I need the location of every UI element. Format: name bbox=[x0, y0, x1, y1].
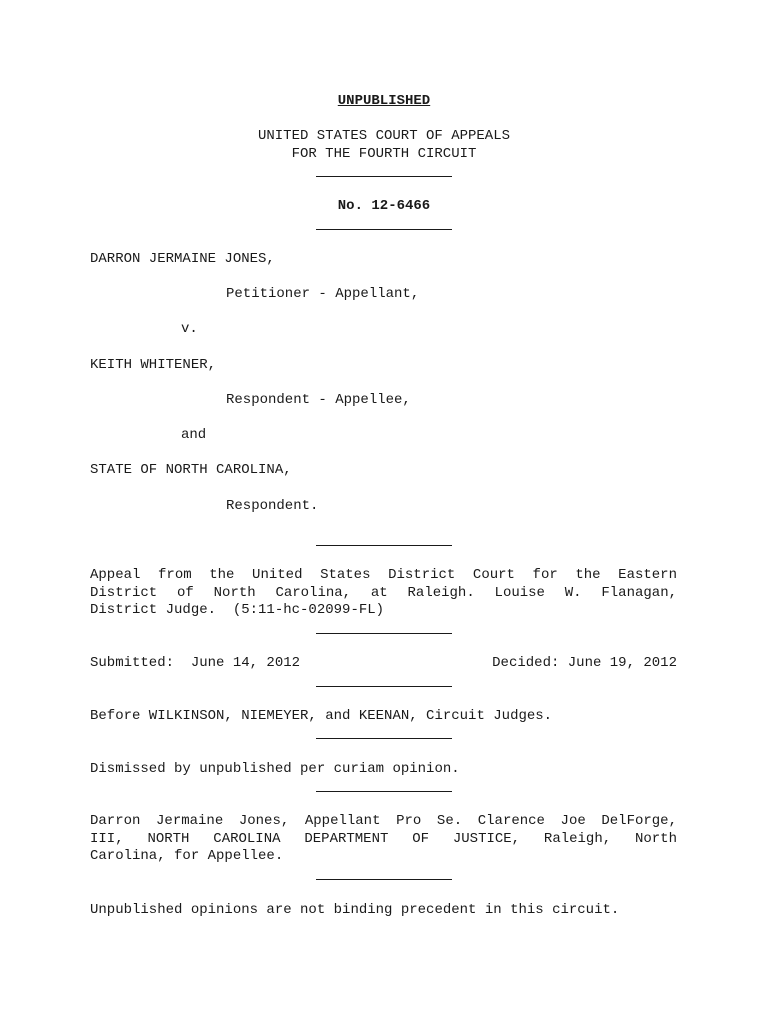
divider bbox=[316, 176, 452, 177]
case-number: No. 12-6466 bbox=[337, 198, 431, 214]
counsel-statement bbox=[90, 813, 677, 866]
divider bbox=[316, 791, 452, 792]
divider bbox=[316, 545, 452, 546]
counsel-line: III, NORTH CAROLINA DEPARTMENT OF JUSTICE, Raleigh, North bbox=[90, 830, 677, 847]
respondent-role: Respondent - Appellee, bbox=[226, 392, 411, 408]
court-name-line2: FOR THE FOURTH CIRCUIT bbox=[291, 146, 477, 162]
publication-status: UNPUBLISHED bbox=[337, 93, 431, 109]
conjunction-and: and bbox=[181, 427, 207, 443]
respondent2-name: STATE OF NORTH CAROLINA, bbox=[90, 462, 292, 478]
divider bbox=[316, 738, 452, 739]
respondent2-role: Respondent. bbox=[226, 498, 319, 514]
divider bbox=[316, 229, 452, 230]
appeal-line: District of North Carolina, at Raleigh. Louise W. Flanagan, bbox=[90, 584, 677, 601]
disposition: Dismissed by unpublished per curiam opinion. bbox=[90, 761, 460, 777]
counsel-line: Darron Jermaine Jones, Appellant Pro Se. Clarence Joe DelForge, bbox=[90, 813, 677, 829]
respondent-name: KEITH WHITENER, bbox=[90, 357, 217, 373]
petitioner-role: Petitioner - Appellant, bbox=[226, 286, 420, 302]
petitioner-name: DARRON JERMAINE JONES, bbox=[90, 251, 275, 267]
submitted-date: Submitted: June 14, 2012 bbox=[90, 655, 301, 671]
decided-date: Decided: June 19, 2012 bbox=[492, 655, 677, 671]
divider bbox=[316, 686, 452, 687]
court-name-line1: UNITED STATES COURT OF APPEALS bbox=[257, 128, 511, 144]
versus: v. bbox=[181, 321, 198, 337]
appeal-statement bbox=[90, 567, 677, 620]
divider bbox=[316, 633, 452, 634]
panel-judges: Before WILKINSON, NIEMEYER, and KEENAN, Circuit Judges. bbox=[90, 708, 553, 724]
appeal-line: District Judge. (5:11-hc-02099-FL) bbox=[90, 602, 385, 619]
counsel-line: Carolina, for Appellee. bbox=[90, 848, 284, 865]
appeal-line: Appeal from the United States District Court for the Eastern bbox=[90, 567, 677, 583]
divider bbox=[316, 879, 452, 880]
precedent-notice: Unpublished opinions are not binding precedent in this circuit. bbox=[90, 902, 620, 918]
